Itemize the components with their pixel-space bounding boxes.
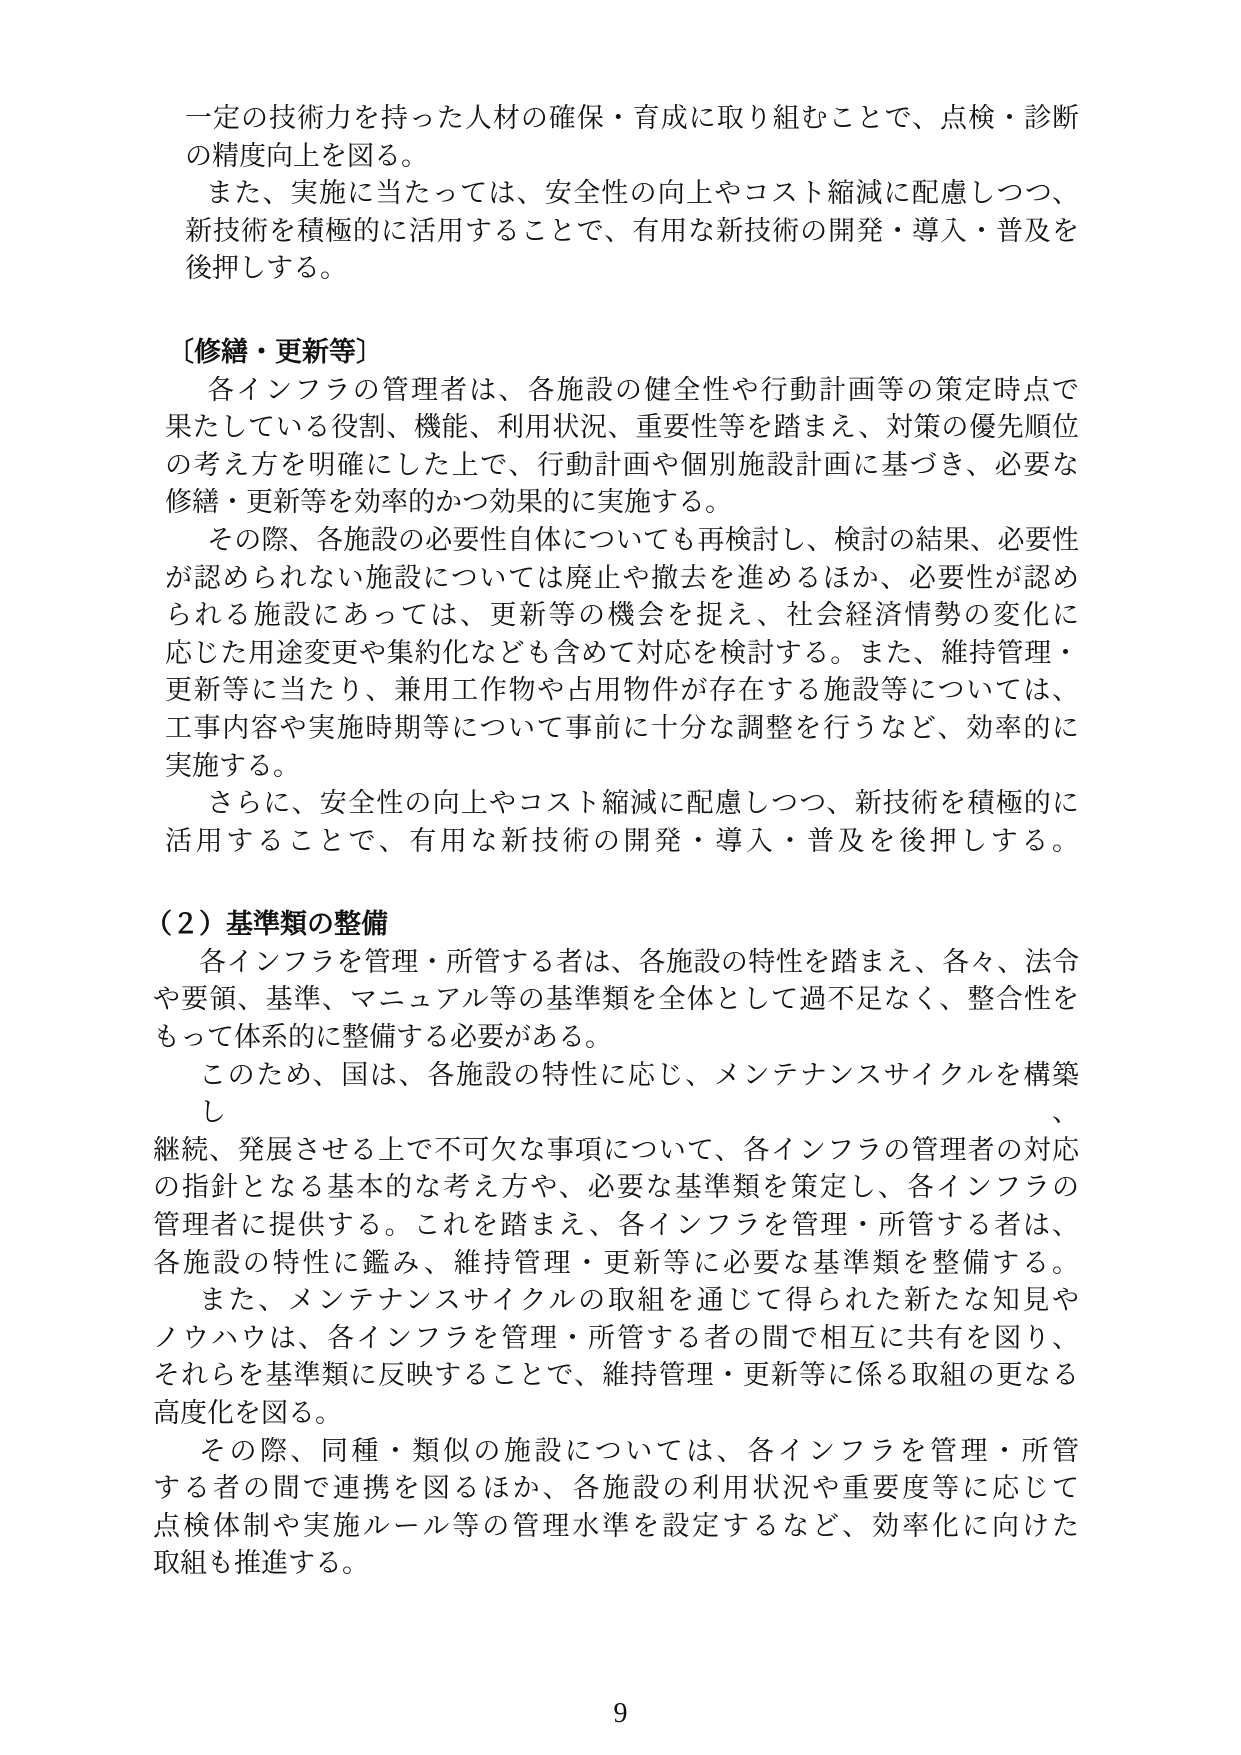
text-line: 各施設の特性に鑑み、維持管理・更新等に必要な基準類を整備する。 [153, 1247, 1079, 1278]
text-line: 点検体制や実施ルール等の管理水準を設定するなど、効率化に向けた [153, 1510, 1079, 1541]
text-line: 工事内容や実施時期等について事前に十分な調整を行うなど、効率的に [165, 712, 1079, 743]
text-line: 高度化を図る。 [153, 1398, 342, 1428]
text-line: の考え方を明確にした上で、行動計画や個別施設計画に基づき、必要な [165, 449, 1079, 480]
text-line: 各インフラの管理者は、各施設の健全性や行動計画等の策定時点で [207, 374, 1079, 405]
text-line: それらを基準類に反映することで、維持管理・更新等に係る取組の更なる [153, 1360, 1079, 1391]
text-line: その際、各施設の必要性自体についても再検討し、検討の結果、必要性 [207, 524, 1079, 555]
text-line: 継続、発展させる上で不可欠な事項について、各インフラの管理者の対応 [153, 1134, 1079, 1165]
text-line: られる施設にあっては、更新等の機会を捉え、社会経済情勢の変化に [165, 600, 1079, 631]
text-line: さらに、安全性の向上やコスト縮減に配慮しつつ、新技術を積極的に [207, 788, 1079, 819]
text-line: 後押しする。 [185, 253, 347, 284]
text-line: また、メンテナンスサイクルの取組を通じて得られた新たな知見や [199, 1285, 1079, 1316]
text-line: ノウハウは、各インフラを管理・所管する者の間で相互に共有を図り、 [153, 1322, 1079, 1353]
text-line: 実施する。 [165, 750, 300, 781]
text-line: その際、同種・類似の施設については、各インフラを管理・所管 [199, 1435, 1079, 1466]
text-line: の指針となる基本的な考え方や、必要な基準類を策定し、各インフラの [153, 1172, 1079, 1203]
text-line: 一定の技術力を持った人材の確保・育成に取り組むことで、点検・診断 [185, 103, 1079, 133]
text-line: や要領、基準、マニュアル等の基準類を全体として過不足なく、整合性を [153, 984, 1079, 1015]
text-line: 各インフラを管理・所管する者は、各施設の特性を踏まえ、各々、法令 [199, 946, 1079, 977]
text-line: このため、国は、各施設の特性に応じ、メンテナンスサイクルを構築し、 [199, 1059, 1079, 1128]
text-line: 管理者に提供する。これを踏まえ、各インフラを管理・所管する者は、 [153, 1210, 1079, 1241]
text-line: 活用することで、有用な新技術の開発・導入・普及を後押しする。 [165, 825, 1079, 856]
section-heading-standards: （２）基準類の整備 [145, 909, 388, 940]
text-line: また、実施に当たっては、安全性の向上やコスト縮減に配慮しつつ、 [206, 178, 1079, 209]
text-line: 取組も推進する。 [153, 1548, 369, 1579]
text-line: が認められない施設については廃止や撤去を進めるほか、必要性が認め [165, 562, 1079, 593]
text-line: 果たしている役割、機能、利用状況、重要性等を踏まえ、対策の優先順位 [165, 412, 1079, 443]
text-line: 修繕・更新等を効率的かつ効果的に実施する。 [165, 487, 732, 518]
section-heading-repair-renewal: 〔修繕・更新等〕 [167, 336, 383, 367]
text-line: する者の間で連携を図るほか、各施設の利用状況や重要度等に応じて [153, 1473, 1079, 1504]
page-number: 9 [613, 1697, 628, 1729]
text-line: 新技術を積極的に活用することで、有用な新技術の開発・導入・普及を [185, 215, 1079, 246]
text-line: 応じた用途変更や集約化なども含めて対応を検討する。また、維持管理・ [165, 637, 1079, 668]
text-line: 更新等に当たり、兼用工作物や占用物件が存在する施設等については、 [165, 675, 1079, 706]
text-line: の精度向上を図る。 [185, 140, 428, 171]
text-line: もって体系的に整備する必要がある。 [153, 1022, 612, 1053]
